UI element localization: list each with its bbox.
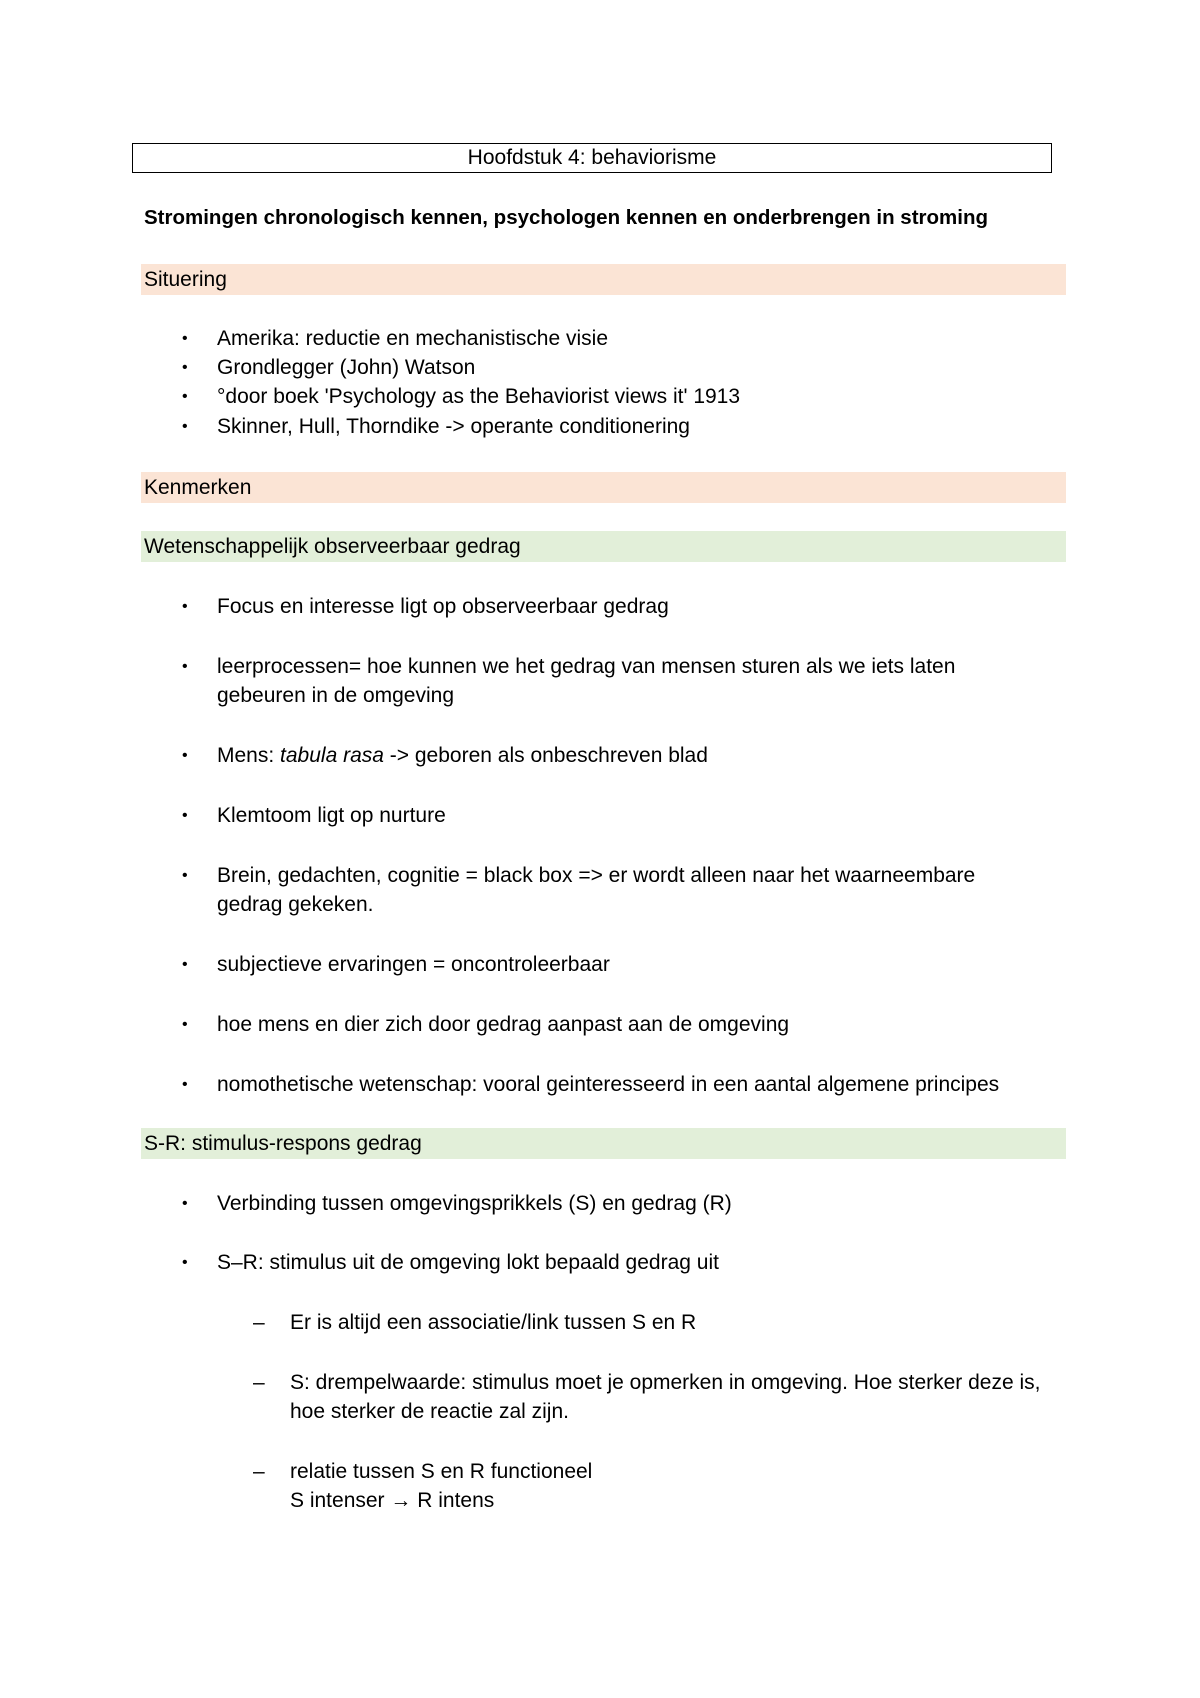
bullet-icon: • [182,956,188,973]
list-item-text: Focus en interesse ligt op observeerbaar gedrag [217,595,669,618]
section-heading-situering: Situering [141,264,1066,295]
bullet-icon: • [182,1016,188,1033]
bullet-icon: • [182,1254,188,1271]
list-item [182,861,1037,919]
bullet-icon: • [182,747,188,764]
list-item [182,950,1067,979]
list-item-text: °door boek 'Psychology as the Behaviorist views it' 1913 [217,385,741,408]
bullet-icon: • [182,418,188,435]
bullet-icon: • [182,1076,188,1093]
dash-icon: – [253,1460,265,1483]
list-item [182,801,1067,830]
list-item-text: Verbinding tussen omgevingsprikkels (S) en gedrag (R) [217,1192,732,1215]
bullet-icon: • [182,388,188,405]
list-item [182,652,1017,710]
italic-term: tabula rasa [280,744,384,767]
dash-icon: – [253,1371,265,1394]
sub-list-item [253,1368,1070,1426]
list-item-text: Skinner, Hull, Thorndike -> operante conditionering [217,415,690,438]
list-item-text: Amerika: reductie en mechanistische visie [217,327,609,350]
list-item [182,382,1067,411]
sub-list-item-line2: S intenser [290,1489,391,1512]
dash-icon: – [253,1311,265,1334]
list-item-text: Brein, gedachten, cognitie = black box => er wordt alleen naar het waarneembare gedrag gekeken. [217,864,976,916]
list-item-text: nomothetische wetenschap: vooral geinteresseerd in een aantal algemene principes [217,1073,1000,1096]
list-item [182,353,1067,382]
bullet-icon: • [182,330,188,347]
list-item-text: Klemtoom ligt op nurture [217,804,446,827]
bullet-icon: • [182,807,188,824]
list-item-text: S–R: stimulus uit de omgeving lokt bepaald gedrag uit [217,1251,719,1274]
page-title: Hoofdstuk 4: behaviorisme [132,143,1052,173]
sub-list-item-text: Er is altijd een associatie/link tussen S en R [290,1311,697,1334]
list-item [182,1010,1067,1039]
bullet-icon: • [182,867,188,884]
sub-list-item-line2-rest: R intens [411,1489,495,1512]
bullet-icon: • [182,1195,188,1212]
list-item-text: hoe mens en dier zich door gedrag aanpast aan de omgeving [217,1013,790,1036]
sub-list-item-text: relatie tussen S en R functioneel [290,1460,593,1483]
sub-list-item [253,1308,1070,1337]
list-item [182,1070,1067,1099]
list-item [182,741,1067,770]
bullet-icon: • [182,658,188,675]
bullet-icon: • [182,598,188,615]
list-item-text: leerprocessen= hoe kunnen we het gedrag van mensen sturen als we iets laten gebeuren in de omgeving [217,655,956,707]
list-item [182,412,1067,441]
section-heading-kenmerken: Kenmerken [141,472,1066,503]
list-item-text: Mens: [217,744,281,767]
list-item-text-rest: -> geboren als onbeschreven blad [383,744,708,767]
list-item [182,324,1067,353]
subsection-heading-wetenschappelijk: Wetenschappelijk observeerbaar gedrag [141,531,1066,562]
list-item [182,1189,1067,1218]
bullet-icon: • [182,359,188,376]
sub-list-item-text: S: drempelwaarde: stimulus moet je opmerken in omgeving. Hoe sterker deze is, hoe sterker de reactie zal zijn. [290,1371,1041,1423]
right-arrow-icon: → [390,1489,412,1512]
subsection-heading-sr: S-R: stimulus-respons gedrag [141,1128,1066,1159]
intro-text: Stromingen chronologisch kennen, psychologen kennen en onderbrengen in stroming [144,206,989,229]
list-item-text: subjectieve ervaringen = oncontroleerbaar [217,953,610,976]
sub-list-item [253,1457,1070,1515]
list-item [182,592,1067,621]
list-item [182,1248,1067,1277]
list-item-text: Grondlegger (John) Watson [217,356,476,379]
